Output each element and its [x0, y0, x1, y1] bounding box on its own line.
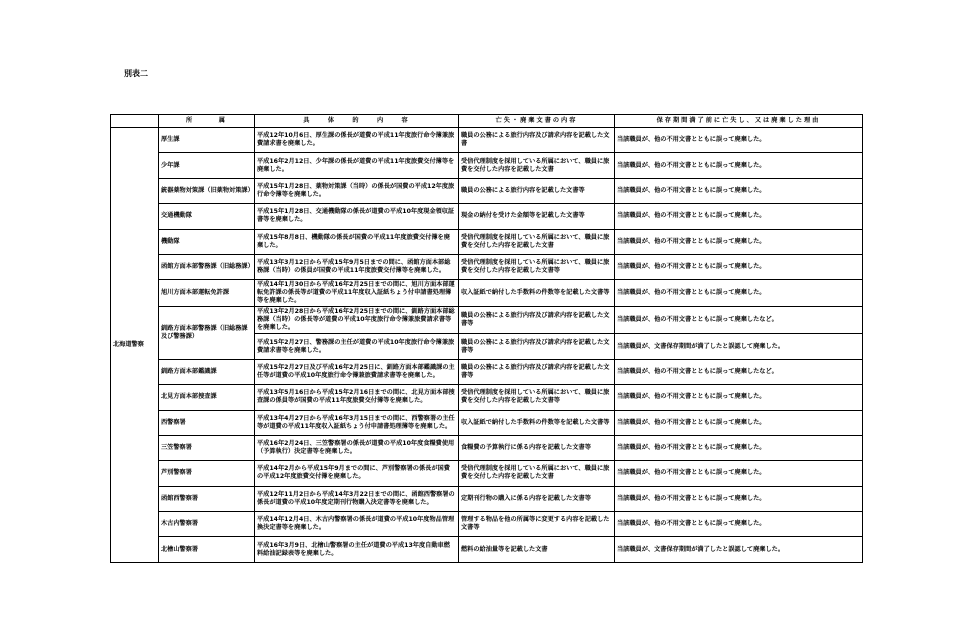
dept-cell: 釧路方面本部警務課（旧総務課及び警務課） [159, 307, 255, 359]
dept-cell: 函館方面本部警務課（旧総務課） [159, 254, 255, 279]
reason-cell: 当該職員が、他の不用文書とともに誤って廃棄した。 [615, 204, 863, 229]
header-doc-content: 亡失・廃棄文書の内容 [459, 115, 615, 128]
content-cell: 平成14年1月30日から平成16年2月25日までの間に、旭川方面本部運転免許課の係長等が道費の平成11年度収入証紙ちょう付申請書処理簿等を廃棄した。 [255, 280, 459, 307]
header-reason: 保存期間満了前に亡失し、又は廃棄した理由 [615, 115, 863, 128]
dept-cell: 機動隊 [159, 229, 255, 254]
dept-cell: 北檜山警察署 [159, 537, 255, 562]
dept-cell: 旭川方面本部運転免許課 [159, 280, 255, 307]
doc-content-cell: 食糧費の予算執行に係る内容を記載した文書等 [459, 435, 615, 460]
doc-content-cell: 燃料の給油量等を記載した文書 [459, 537, 615, 562]
table-row [111, 307, 863, 334]
content-cell: 平成16年2月12日、少年課の係長が道費の平成11年度旅費交付簿等を廃棄した。 [255, 153, 459, 178]
content-cell: 平成13年2月28日から平成16年2月25日までの間に、釧路方面本部総務課（当時）の係長等が道費の平成10年度旅行命令簿兼旅費請求書等を廃棄した。 [255, 307, 459, 334]
table-row [111, 128, 863, 153]
table-row [111, 153, 863, 178]
table-body [111, 128, 863, 563]
table-row [111, 359, 863, 384]
reason-cell: 当該職員が、文書保存期間が満了したと誤認して廃棄した。 [615, 334, 863, 359]
content-cell: 平成13年3月12日から平成15年9月5日までの間に、函館方面本部総務課（当時）の係員が国費の平成11年度旅費交付簿等を廃棄した。 [255, 254, 459, 279]
page-label: 別表二 [124, 69, 148, 78]
table-row [111, 537, 863, 562]
reason-cell: 当該職員が、他の不用文書とともに誤って廃棄した。 [615, 385, 863, 410]
content-cell: 平成12年11月2日から平成14年3月22日までの間に、函館西警察署の係長が道費の平成10年度定期刊行物購入決定書等を廃棄した。 [255, 486, 459, 511]
table-row [111, 410, 863, 435]
doc-content-cell: 管理する物品を他の所属等に変更する内容を記載した文書等 [459, 512, 615, 537]
content-cell: 平成16年2月24日、三笠警察署の係長が道費の平成10年度食糧費使用（予算執行）決定書等を廃棄した。 [255, 435, 459, 460]
doc-content-cell: 受信代理制度を採用している所属において、職員に旅費を交付した内容を記載した文書 [459, 461, 615, 486]
dept-cell: 交通機動隊 [159, 204, 255, 229]
reason-cell: 当該職員が、他の不用文書とともに誤って廃棄した。 [615, 486, 863, 511]
content-cell: 平成15年2月27日及び平成16年2月25日に、釧路方面本部鑑識課の主任等が道費の平成10年度旅行命令簿兼旅費請求書等を廃棄した。 [255, 359, 459, 384]
content-cell: 平成13年4月27日から平成16年3月15日までの間に、西警察署の主任等が道費の平成11年度収入証紙ちょう付申請書処理簿等を廃棄した。 [255, 410, 459, 435]
reason-cell: 当該職員が、他の不用文書とともに誤って廃棄した。 [615, 461, 863, 486]
content-cell: 平成16年3月9日、北檜山警察署の主任が道費の平成13年度自動車燃料給油記録表等を廃棄した。 [255, 537, 459, 562]
dept-cell: 函館西警察署 [159, 486, 255, 511]
doc-content-cell: 収入証紙で納付した手数料の件数等を記載した文書等 [459, 410, 615, 435]
reason-cell: 当該職員が、他の不用文書とともに誤って廃棄した。 [615, 410, 863, 435]
dept-cell: 木古内警察署 [159, 512, 255, 537]
content-cell: 平成14年12月4日、木古内警察署の係長が道費の平成10年度物品管理換決定書等を廃棄した。 [255, 512, 459, 537]
dept-cell: 少年課 [159, 153, 255, 178]
reason-cell: 当該職員が、文書保存期間が満了したと誤認して廃棄した。 [615, 537, 863, 562]
content-cell: 平成14年2月から平成15年9月までの間に、芦別警察署の係長が国費の平成12年度旅費交付簿を廃棄した。 [255, 461, 459, 486]
doc-content-cell: 職員の公務による旅行内容及び請求内容を記載した文書等 [459, 334, 615, 359]
reason-cell: 当該職員が、他の不用文書とともに誤って廃棄した。 [615, 229, 863, 254]
dept-cell: 北見方面本部捜査課 [159, 385, 255, 410]
content-cell: 平成13年5月16日から平成15年2月16日までの間に、北見方面本部捜査課の係員等が国費の平成11年度旅費交付簿等を廃棄した。 [255, 385, 459, 410]
header-affiliation: 所 属 [159, 115, 255, 128]
table-row [111, 178, 863, 203]
doc-content-cell: 受信代理制度を採用している所属において、職員に旅費を交付した内容を記載した文書 [459, 153, 615, 178]
header-details: 具 体 的 内 容 [255, 115, 459, 128]
reason-cell: 当該職員が、他の不用文書とともに誤って廃棄した。 [615, 512, 863, 537]
header-prefecture [111, 115, 159, 128]
dept-cell: 三笠警察署 [159, 435, 255, 460]
content-cell: 平成15年1月28日、交通機動隊の係長が道費の平成10年度現金領収証書等を廃棄した。 [255, 204, 459, 229]
reason-cell: 当該職員が、他の不用文書とともに誤って廃棄したなど。 [615, 307, 863, 334]
table-row [111, 435, 863, 460]
dept-cell: 厚生課 [159, 128, 255, 153]
content-cell: 平成12年10月6日、厚生課の係長が道費の平成11年度旅行命令簿兼旅費請求書を廃棄した。 [255, 128, 459, 153]
table-header-row [111, 115, 863, 128]
reason-cell: 当該職員が、他の不用文書とともに誤って廃棄した。 [615, 128, 863, 153]
prefecture-cell: 北海道警察 [111, 128, 159, 563]
doc-content-cell: 職員の公務による旅行内容及び請求内容を記載した文書等 [459, 307, 615, 334]
table-row [111, 461, 863, 486]
reason-cell: 当該職員が、他の不用文書とともに誤って廃棄した。 [615, 280, 863, 307]
dept-cell: 芦別警察署 [159, 461, 255, 486]
doc-content-cell: 受信代理制度を採用している所属において、職員に旅費を交付した内容を記載した文書等 [459, 385, 615, 410]
table-row [111, 280, 863, 307]
dept-cell: 西警察署 [159, 410, 255, 435]
table-row [111, 229, 863, 254]
dept-cell: 銃器薬物対策課（旧薬物対策課） [159, 178, 255, 203]
table-row [111, 204, 863, 229]
disposal-table [110, 114, 863, 563]
table-row [111, 512, 863, 537]
table-row [111, 486, 863, 511]
table-row [111, 254, 863, 279]
table-row [111, 385, 863, 410]
doc-content-cell: 現金の納付を受けた金額等を記載した文書等 [459, 204, 615, 229]
content-cell: 平成15年8月8日、機動隊の係長が国費の平成11年度旅費交付簿を廃棄した。 [255, 229, 459, 254]
reason-cell: 当該職員が、他の不用文書とともに誤って廃棄した。 [615, 254, 863, 279]
doc-content-cell: 職員の公務による旅行内容及び請求内容を記載した文書 [459, 128, 615, 153]
doc-content-cell: 受信代理制度を採用している所属において、職員に旅費を交付した内容を記載した文書等 [459, 254, 615, 279]
content-cell: 平成15年2月27日、警務課の主任が道費の平成10年度旅行命令簿兼旅費請求書等を廃棄した。 [255, 334, 459, 359]
dept-cell: 釧路方面本部鑑識課 [159, 359, 255, 384]
reason-cell: 当該職員が、他の不用文書とともに誤って廃棄した。 [615, 435, 863, 460]
doc-content-cell: 職員の公務による旅行内容を記載した文書等 [459, 178, 615, 203]
reason-cell: 当該職員が、他の不用文書とともに誤って廃棄した。 [615, 153, 863, 178]
doc-content-cell: 受信代理制度を採用している所属において、職員に旅費を交付した内容を記載した文書 [459, 229, 615, 254]
content-cell: 平成15年1月28日、薬物対策課（当時）の係長が国費の平成12年度旅行命令簿等を廃棄した。 [255, 178, 459, 203]
doc-content-cell: 収入証紙で納付した手数料の件数等を記載した文書等 [459, 280, 615, 307]
doc-content-cell: 職員の公務による旅行内容及び請求内容を記載した文書等 [459, 359, 615, 384]
doc-content-cell: 定期刊行物の購入に係る内容を記載した文書等 [459, 486, 615, 511]
reason-cell: 当該職員が、他の不用文書とともに誤って廃棄したなど。 [615, 359, 863, 384]
reason-cell: 当該職員が、他の不用文書とともに誤って廃棄した。 [615, 178, 863, 203]
